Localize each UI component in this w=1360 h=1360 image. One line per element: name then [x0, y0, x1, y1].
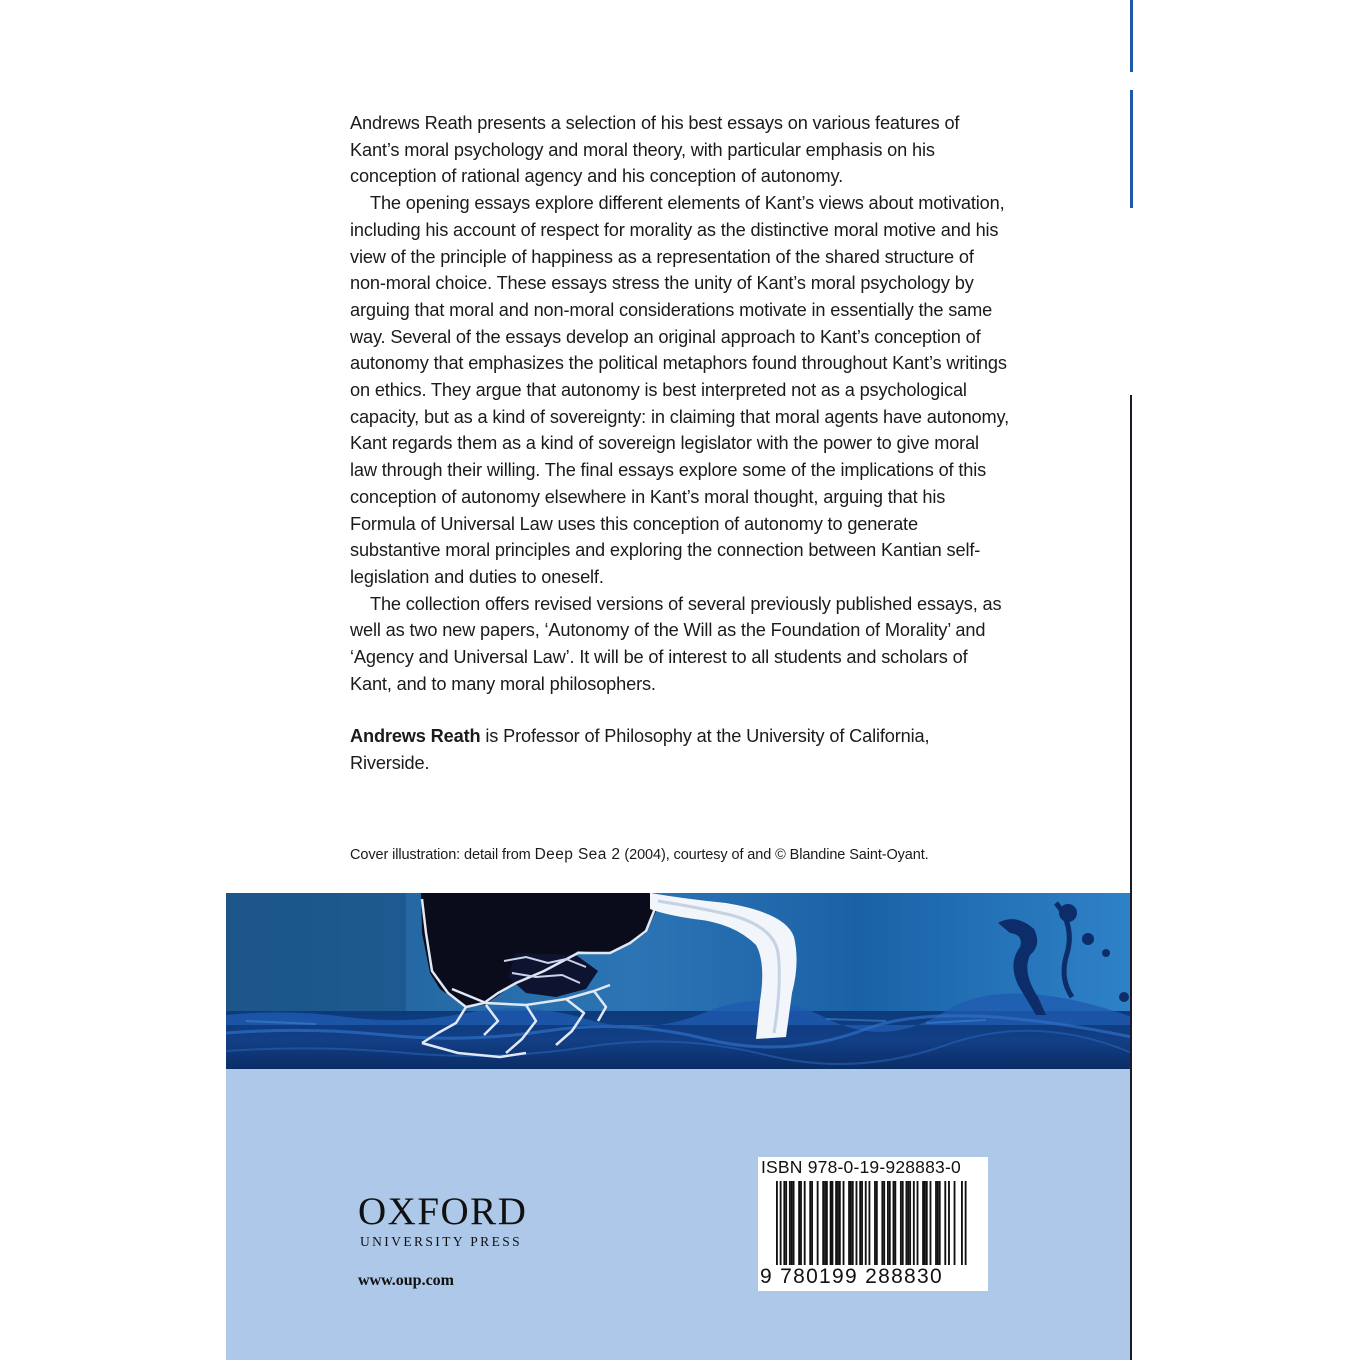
cover-credit — [350, 846, 1050, 864]
isbn-barcode — [758, 1157, 988, 1291]
barcode-bar — [791, 1181, 793, 1265]
barcode-bar — [852, 1181, 854, 1265]
barcode-bar — [939, 1181, 941, 1265]
author-bio — [350, 723, 1010, 776]
spine-edge-lower — [1130, 395, 1132, 1360]
barcode-bar — [894, 1181, 896, 1265]
barcode-bar — [913, 1181, 915, 1265]
barcode-bar — [837, 1181, 839, 1265]
barcode-bar — [785, 1181, 787, 1265]
deep-sea-painting — [226, 893, 1132, 1069]
barcode-bar — [832, 1181, 834, 1265]
book-back-cover — [226, 0, 1132, 1360]
barcode-bar — [937, 1181, 939, 1265]
barcode-bar — [824, 1181, 826, 1265]
barcode-bar — [780, 1181, 782, 1265]
barcode-bars — [758, 1181, 988, 1267]
barcode-bar — [922, 1181, 924, 1265]
barcode-bar — [865, 1181, 867, 1265]
barcode-bar — [900, 1181, 902, 1265]
barcode-bar — [776, 1181, 778, 1265]
publisher-url: www.oup.com — [358, 1272, 455, 1289]
cover-illustration — [226, 893, 1132, 1069]
barcode-bar — [789, 1181, 791, 1265]
barcode-bar — [965, 1181, 967, 1265]
barcode-bar — [889, 1181, 891, 1265]
barcode-bar — [907, 1181, 909, 1265]
barcode-bar — [874, 1181, 876, 1265]
barcode-bar — [809, 1181, 811, 1265]
author-bio-text: is Professor of Philosophy at the University of California, Riverside. — [350, 726, 930, 774]
barcode-bar — [800, 1181, 802, 1265]
barcode-bar — [881, 1181, 883, 1265]
barcode-bar — [961, 1181, 963, 1265]
credit-prefix: Cover illustration: detail from — [350, 847, 535, 863]
barcode-bar — [861, 1181, 863, 1265]
barcode-bar — [917, 1181, 919, 1265]
publisher-subtitle: UNIVERSITY PRESS — [360, 1234, 523, 1249]
credit-suffix: (2004), courtesy of and © Blandine Saint-Oyant. — [620, 847, 929, 863]
barcode-bar — [944, 1181, 946, 1265]
publisher-logo — [358, 1192, 527, 1250]
barcode-bar — [876, 1181, 878, 1265]
barcode-bar — [793, 1181, 795, 1265]
barcode-bar — [822, 1181, 824, 1265]
publisher-name: OXFORD — [358, 1190, 528, 1233]
barcode-bar — [804, 1181, 806, 1265]
barcode-bar — [926, 1181, 928, 1265]
isbn-digits: 9 780199 288830 — [760, 1265, 943, 1288]
author-name: Andrews Reath — [350, 726, 481, 747]
barcode-bar — [924, 1181, 926, 1265]
barcode-bar — [935, 1181, 937, 1265]
barcode-bar — [948, 1181, 950, 1265]
barcode-bar — [906, 1181, 908, 1265]
spine-edge-top — [1130, 0, 1133, 72]
barcode-bar — [848, 1181, 850, 1265]
barcode-bar — [811, 1181, 813, 1265]
barcode-bar — [783, 1181, 785, 1265]
barcode-bar — [835, 1181, 837, 1265]
barcode-bar — [830, 1181, 832, 1265]
barcode-bar — [902, 1181, 904, 1265]
artwork-title: Deep Sea 2 — [534, 846, 621, 863]
blurb-paragraph-2: The opening essays explore different elements of Kant’s views about motivation, including his account of respect for morality as the distinctive moral motive and his view of the principle of happiness as a representation of the shared structure of non-moral choice. These essays stress the unity of Kant’s moral psychology by arguing that moral and non-moral considerations motivate in essentially the same way. Several of the essays develop an original approach to Kant’s conception of autonomy that emphasizes the political metaphors found throughout Kant’s writings on ethics. They argue that autonomy is best interpreted not as a psychological capacity, but as a kind of sovereignty: in claiming that moral agents have autonomy, Kant regards them as a kind of sovereign legislator with the power to give moral law through their willing. The final essays explore some of the implications of this conception of autonomy elsewhere in Kant’s moral thought, arguing that his Formula of Universal Law uses this conception of autonomy to generate substantive moral principles and exploring the connection between Kantian self-legislation and duties to oneself. — [350, 193, 1010, 587]
barcode-bar — [909, 1181, 911, 1265]
barcode-bar — [859, 1181, 861, 1265]
barcode-bar — [817, 1181, 819, 1265]
barcode-bar — [887, 1181, 889, 1265]
isbn-label: ISBN 978-0-19-928883-0 — [761, 1157, 961, 1177]
blurb-paragraph-1: Andrews Reath presents a selection of his best essays on various features of Kant’s moral psychology and moral theory, with particular emphasis on his conception of rational agency and his conception of autonomy. — [350, 113, 960, 187]
spine-edge-mid — [1130, 90, 1133, 208]
barcode-bar — [826, 1181, 828, 1265]
barcode-bar — [798, 1181, 800, 1265]
barcode-bar — [869, 1181, 871, 1265]
blurb — [350, 110, 1010, 777]
barcode-bar — [893, 1181, 895, 1265]
barcode-bar — [856, 1181, 858, 1265]
barcode-bar — [839, 1181, 841, 1265]
barcode-bar — [930, 1181, 932, 1265]
barcode-bar — [954, 1181, 956, 1265]
barcode-bar — [883, 1181, 885, 1265]
barcode-bar — [850, 1181, 852, 1265]
barcode-bar — [843, 1181, 845, 1265]
blurb-paragraph-3: The collection offers revised versions of several previously published essays, as well as two new papers, ‘Autonomy of the Will as the Foundation of Morality’ and ‘Agency and Universal Law’. It will be of interest to all students and scholars of Kant, and to many moral philosophers. — [350, 593, 1002, 694]
